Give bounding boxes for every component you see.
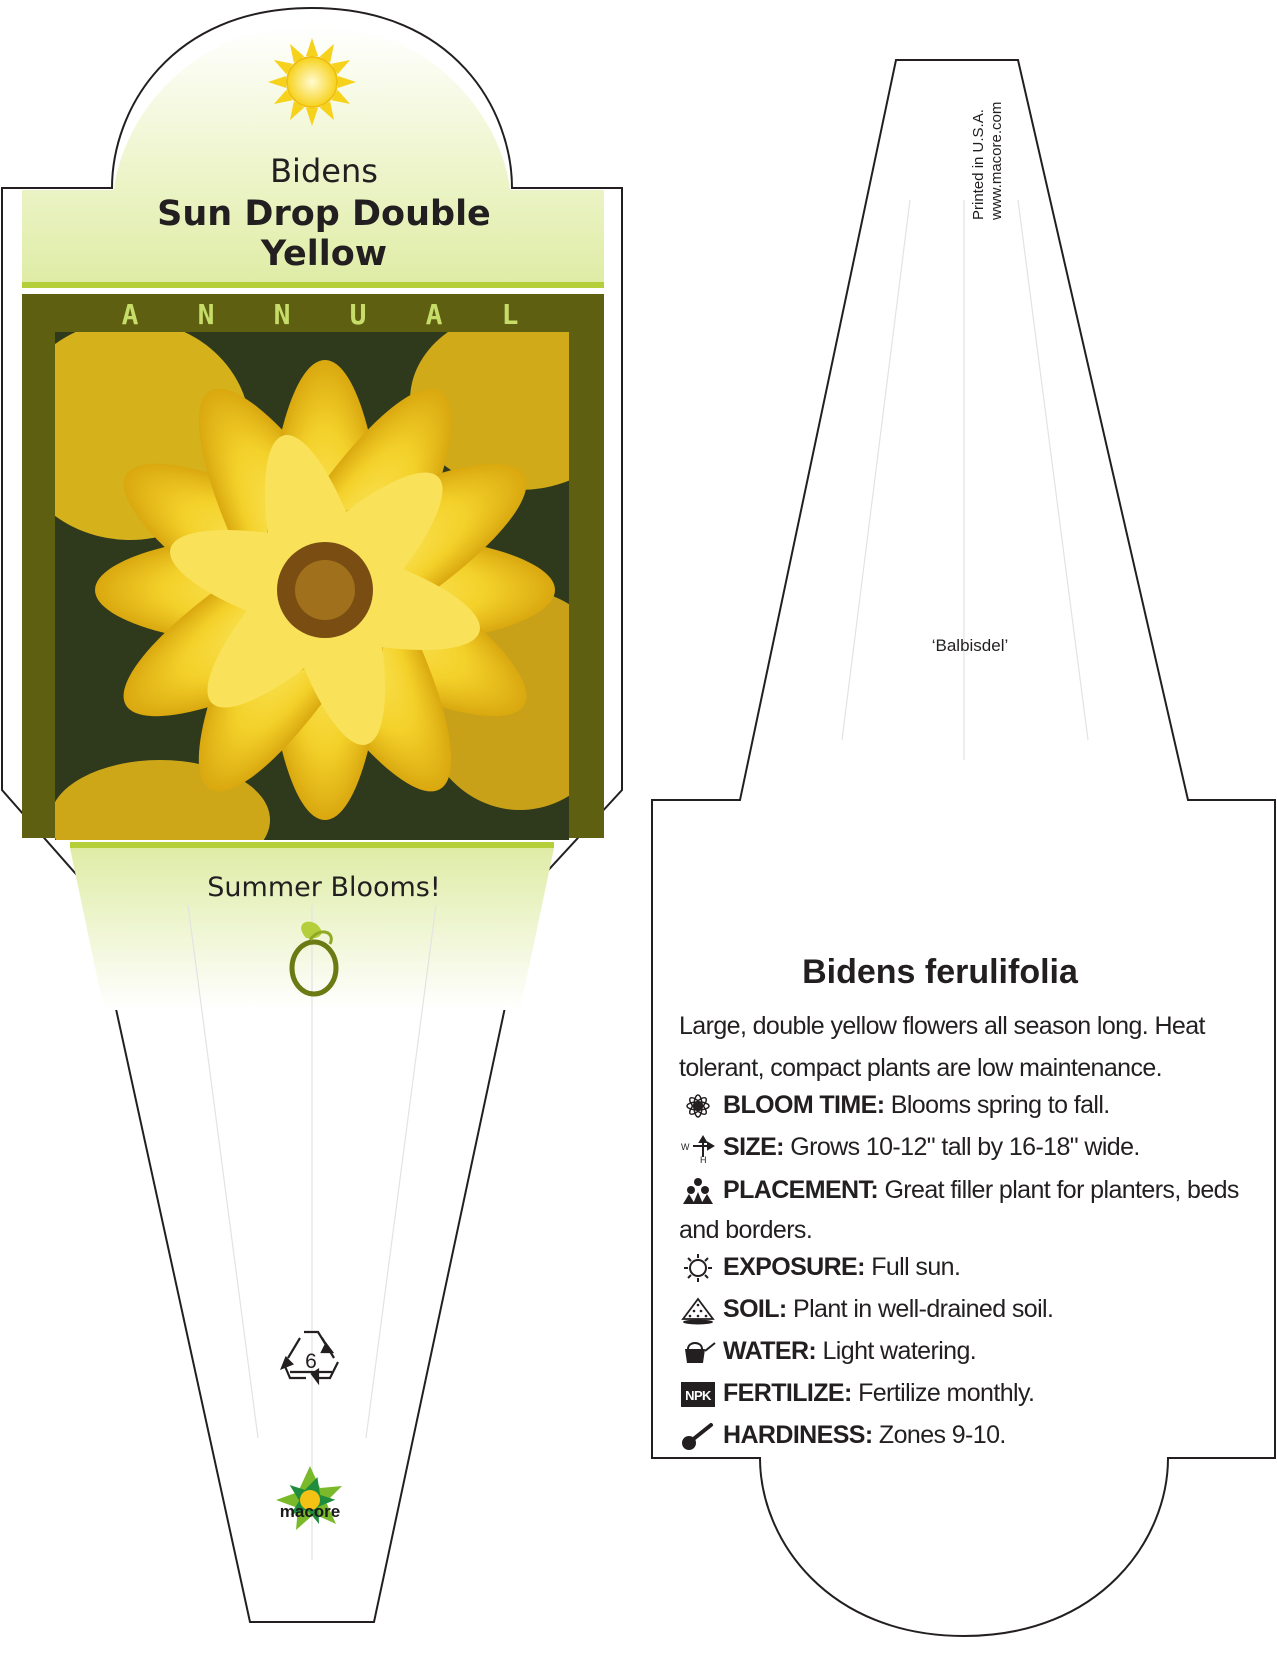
thermometer-icon xyxy=(679,1421,717,1451)
soil-icon xyxy=(679,1295,717,1325)
printed-line1: Printed in U.S.A. xyxy=(970,109,987,220)
type-letter: L xyxy=(501,298,519,331)
type-letter: N xyxy=(197,298,215,331)
svg-text:W: W xyxy=(681,1142,689,1153)
printed-line2: www.macore.com xyxy=(988,101,1005,220)
cultivar-name-line1: Sun Drop Double xyxy=(157,194,491,234)
cultivar-name-line2: Yellow xyxy=(260,234,388,274)
attribute-exposure: EXPOSURE: Full sun. xyxy=(679,1252,960,1283)
recycle-code: 6 xyxy=(305,1350,317,1373)
svg-text:NPK: NPK xyxy=(685,1388,711,1404)
printed-note xyxy=(970,50,1006,220)
title-divider xyxy=(22,282,604,288)
botanical-name: Bidens ferulifolia xyxy=(802,953,1078,991)
sun-icon xyxy=(679,1253,717,1283)
watering-can-icon xyxy=(679,1337,717,1367)
bottom-divider xyxy=(70,842,554,848)
size-icon xyxy=(679,1133,717,1163)
type-letter: U xyxy=(349,298,367,331)
attribute-water: WATER: Light watering. xyxy=(679,1336,976,1367)
flower-icon xyxy=(679,1091,717,1121)
tagline: Summer Blooms! xyxy=(207,872,441,903)
attribute-hardiness: HARDINESS: Zones 9-10. xyxy=(679,1420,1006,1451)
flower-photo xyxy=(10,310,630,880)
attribute-placement: PLACEMENT: Great filler plant for planters, beds and borders. xyxy=(679,1176,1239,1244)
type-letter: N xyxy=(273,298,291,331)
variety-code: ‘Balbisdel’ xyxy=(931,636,1009,655)
brand-name: macore xyxy=(279,1502,341,1521)
genus-name: Bidens xyxy=(270,152,378,190)
attribute-size: W H SIZE: Grows 10-12" tall by 16-18" wide. xyxy=(681,1133,1140,1164)
plant-type-label xyxy=(120,298,520,331)
npk-icon xyxy=(679,1379,717,1409)
type-letter: A xyxy=(425,298,443,331)
attribute-fertilize: NPK FERTILIZE: Fertilize monthly. xyxy=(679,1378,1034,1409)
svg-text:H: H xyxy=(700,1155,706,1164)
description: Large, double yellow flowers all season long. Heat tolerant, compact plants are low maintenance. xyxy=(679,1012,1205,1082)
type-letter: A xyxy=(121,298,139,331)
placement-icon xyxy=(679,1176,717,1206)
attribute-soil: SOIL: Plant in well-drained soil. xyxy=(679,1294,1053,1325)
attribute-bloom-time: BLOOM TIME: Blooms spring to fall. xyxy=(679,1090,1110,1121)
